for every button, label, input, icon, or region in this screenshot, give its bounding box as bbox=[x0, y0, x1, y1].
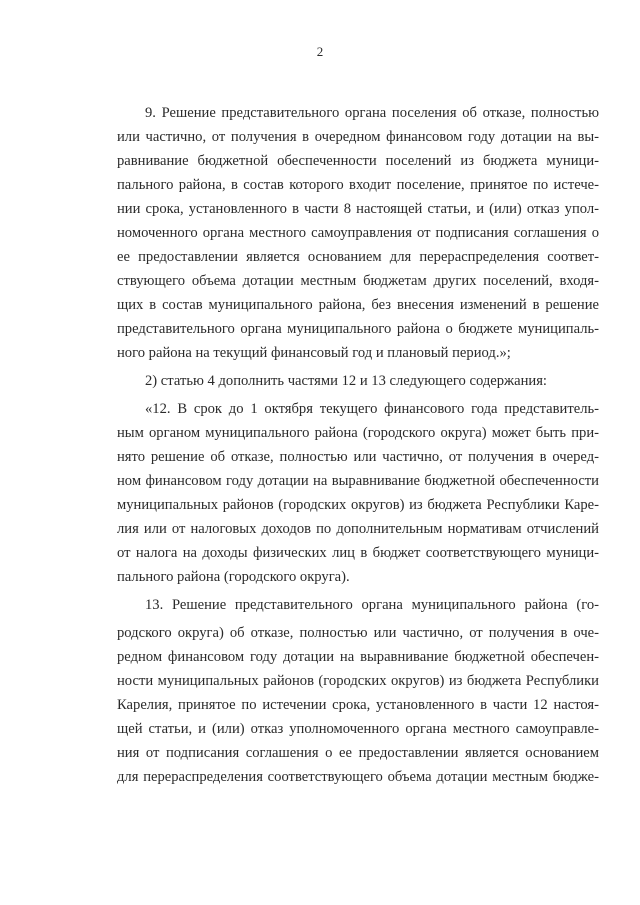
text-line: «12. В срок до 1 октября текущего финансового года представитель- bbox=[145, 401, 599, 417]
text-line: ным органом муниципального района (городского округа) может быть при- bbox=[117, 425, 599, 441]
text-line: родского округа) об отказе, полностью или частично, от получения в оче- bbox=[117, 625, 599, 641]
text-line: ее предоставлении является основанием для перераспределения соответ- bbox=[117, 249, 599, 265]
text-line: или частично, от получения в очередном финансовом году дотации на вы- bbox=[117, 129, 599, 145]
text-line: ния от подписания соглашения о ее предоставлении является основанием bbox=[117, 745, 599, 761]
text-line: представительного органа муниципального района о бюджете муниципаль- bbox=[117, 321, 599, 337]
text-line: щей статьи, и (или) отказ уполномоченного органа местного самоуправле- bbox=[117, 721, 599, 737]
text-line: 2) статью 4 дополнить частями 12 и 13 следующего содержания: bbox=[145, 373, 547, 389]
text-line: редном финансовом году дотации на выравнивание бюджетной обеспечен- bbox=[117, 649, 599, 665]
text-line: ствующего объема дотации местным бюджетам других поселений, входя- bbox=[117, 273, 599, 289]
text-line: пального района (городского округа). bbox=[117, 569, 350, 585]
text-line: номоченного органа местного самоуправления от подписания соглашения о bbox=[117, 225, 599, 241]
text-line: Карелия, принятое по истечении срока, установленного в части 12 настоя- bbox=[117, 697, 599, 713]
text-line: ном финансовом году дотации на выравнивание бюджетной обеспеченности bbox=[117, 473, 599, 489]
text-line: равнивание бюджетной обеспеченности поселений из бюджета муници- bbox=[117, 153, 599, 169]
text-line: щих в состав муниципального района, без внесения изменений в решение bbox=[117, 297, 599, 313]
text-line: для перераспределения соответствующего объема дотации местным бюдже- bbox=[117, 769, 599, 785]
text-line: 13. Решение представительного органа муниципального района (го- bbox=[145, 597, 599, 613]
page-number: 2 bbox=[316, 44, 324, 59]
text-line: нии срока, установленного в части 8 настоящей статьи, и (или) отказ упол- bbox=[117, 201, 599, 217]
text-line: ности муниципальных районов (городских округов) из бюджета Республики bbox=[117, 673, 599, 689]
text-line: муниципальных районов (городских округов) из бюджета Республики Каре- bbox=[117, 497, 599, 513]
text-line: лия или от налоговых доходов по дополнительным нормативам отчислений bbox=[117, 521, 599, 537]
text-line: 9. Решение представительного органа поселения об отказе, полностью bbox=[145, 105, 599, 121]
text-line: ного района на текущий финансовый год и плановый период.»; bbox=[117, 345, 511, 361]
text-line: нято решение об отказе, полностью или частично, от получения в очеред- bbox=[117, 449, 599, 465]
text-line: пального района, в состав которого входит поселение, принятое по истече- bbox=[117, 177, 599, 193]
text-line: от налога на доходы физических лиц в бюджет соответствующего муници- bbox=[117, 545, 599, 561]
